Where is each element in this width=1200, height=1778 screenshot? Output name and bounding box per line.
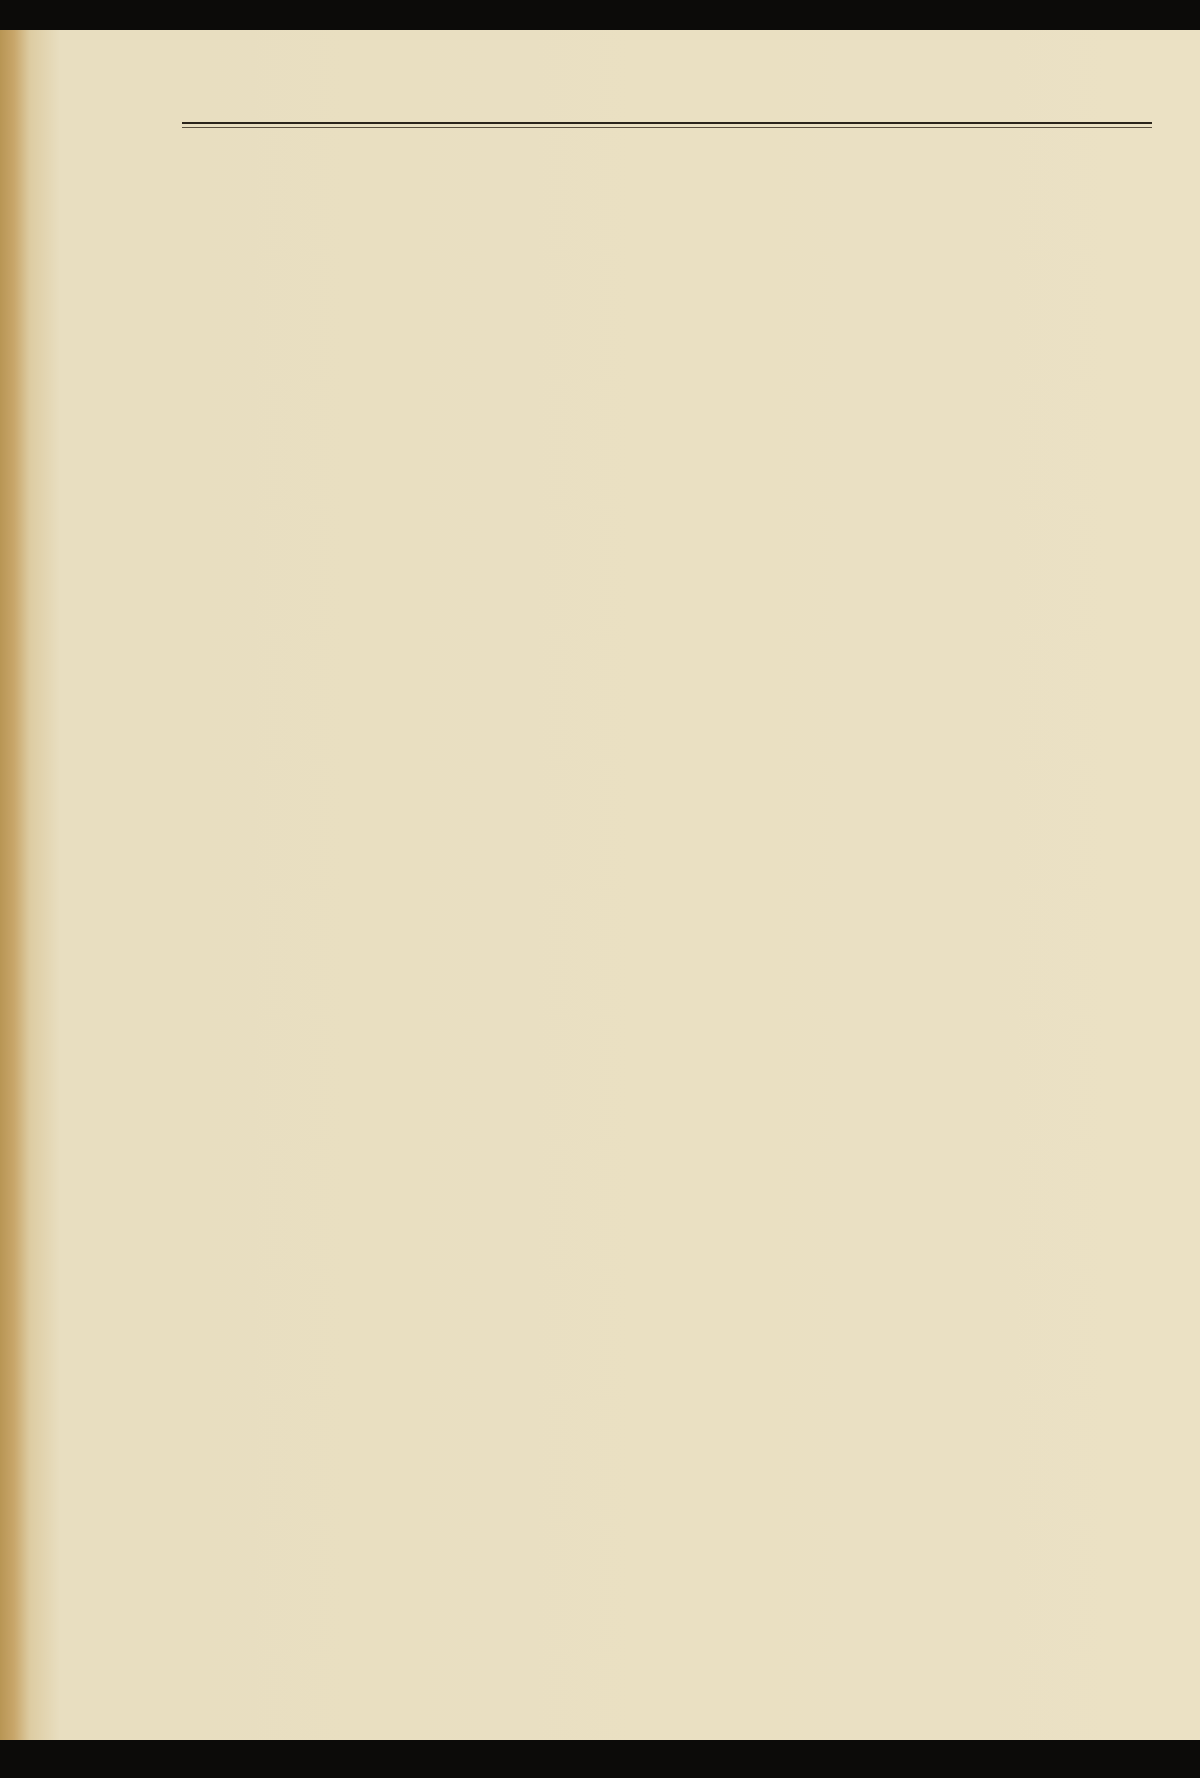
header-rule-thin xyxy=(182,127,1152,128)
page-header xyxy=(180,76,1152,116)
header-rule xyxy=(182,122,1152,124)
catalogue-page xyxy=(0,30,1200,1740)
